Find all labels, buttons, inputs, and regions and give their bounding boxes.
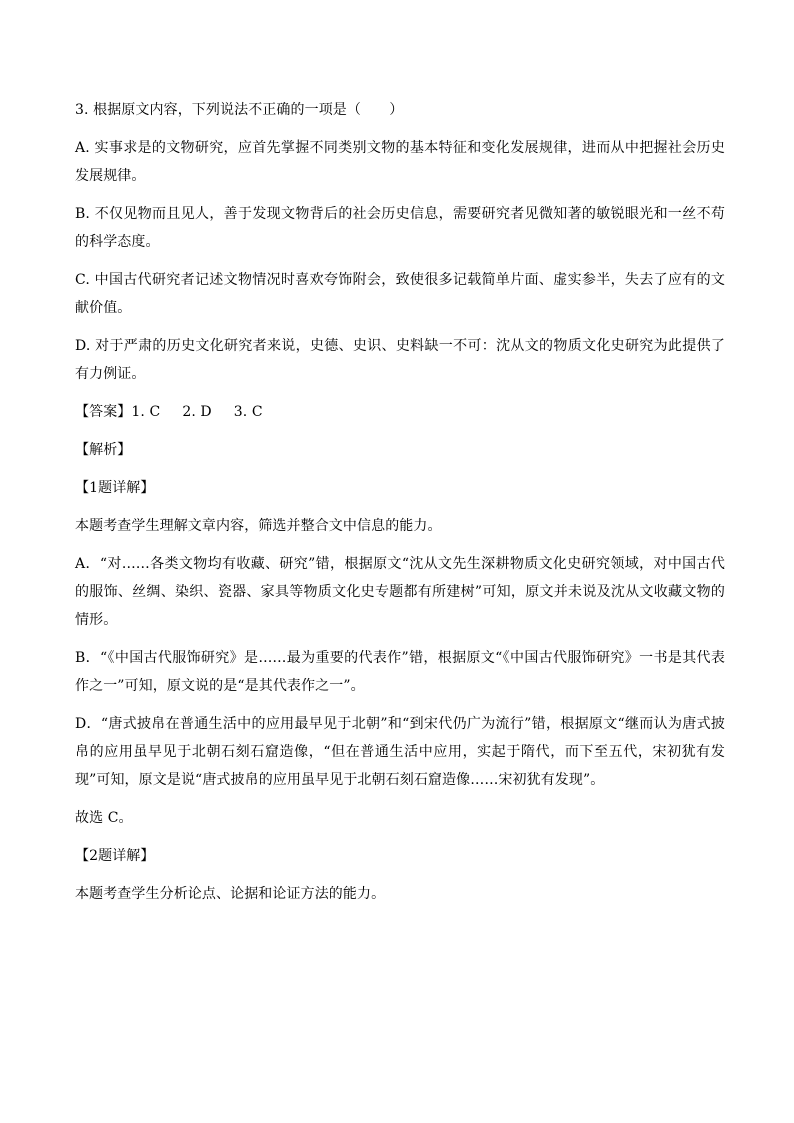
detail-1-point-a: A．“对……各类文物均有收藏、研究”错，根据原文“沈从文先生深耕物质文化史研究领域，对中国古代的服饰、丝绸、染织、瓷器、家具等物质文化史专题都有所建树”可知，原文并未说及沈从文收藏文物的情形。 bbox=[75, 556, 725, 628]
analysis-heading: 【解析】 bbox=[75, 442, 132, 458]
answer-item-3: 3. C bbox=[233, 404, 263, 420]
detail-1-heading: 【1题详解】 bbox=[75, 480, 155, 496]
detail-1-intro: 本题考查学生理解文章内容，筛选并整合文中信息的能力。 bbox=[75, 518, 442, 534]
document-content bbox=[75, 96, 725, 918]
question-3-option-c: C. 中国古代研究者记述文物情况时喜欢夸饰附会，致使很多记载简单片面、虚实参半，失去了应有的文献价值。 bbox=[75, 272, 725, 316]
answer-label: 【答案】 bbox=[75, 404, 132, 420]
detail-1-conclusion: 故选 C。 bbox=[75, 810, 133, 826]
question-3-stem: 3. 根据原文内容，下列说法不正确的一项是（ ） bbox=[75, 102, 404, 118]
question-3-option-d: D. 对于严肃的历史文化研究者来说，史德、史识、史料缺一不可：沈从文的物质文化史研究为此提供了有力例证。 bbox=[75, 338, 725, 382]
detail-1-point-d: D．“唐式披帛在普通生活中的应用最早见于北朝”和“到宋代仍广为流行”错，根据原文“继而认为唐式披帛的应用虽早见于北朝石刻石窟造像，“但在普通生活中应用，实起于隋代，而下至五代，宋初犹有发现”可知，原文是说“唐式披帛的应用虽早见于北朝石刻石窟造像……宋初犹有发现”。 bbox=[75, 716, 725, 788]
answer-item-2: 2. D bbox=[182, 404, 212, 420]
answer-item-1: 1. C bbox=[131, 404, 161, 420]
detail-1-point-b: B．“《中国古代服饰研究》是……最为重要的代表作”错，根据原文“《中国古代服饰研究》一书是其代表作之一”可知，原文说的是“是其代表作之一”。 bbox=[75, 650, 725, 694]
question-3-option-b: B. 不仅见物而且见人，善于发现文物背后的社会历史信息，需要研究者见微知著的敏锐眼光和一丝不苟的科学态度。 bbox=[75, 206, 725, 250]
detail-2-intro: 本题考查学生分析论点、论据和论证方法的能力。 bbox=[75, 886, 386, 902]
answer-line bbox=[75, 398, 725, 426]
detail-2-heading: 【2题详解】 bbox=[75, 848, 155, 864]
question-3-option-a: A. 实事求是的文物研究，应首先掌握不同类别文物的基本特征和变化发展规律，进而从中把握社会历史发展规律。 bbox=[75, 140, 725, 184]
